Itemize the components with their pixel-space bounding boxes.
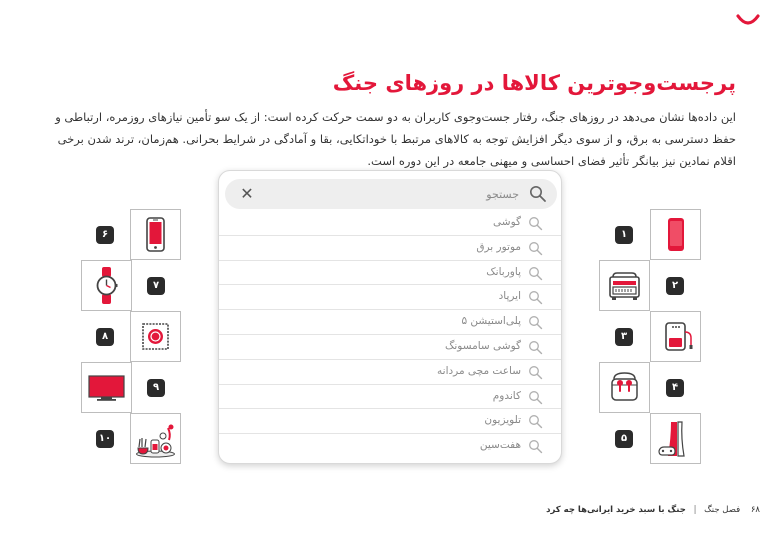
search-panel: [218, 170, 562, 464]
smartphone-icon: [651, 210, 700, 259]
suggestion-label: گوشی: [493, 216, 521, 228]
tile-9: [81, 362, 132, 413]
suggestion-item[interactable]: [219, 335, 561, 360]
search-icon: [528, 290, 543, 305]
tile-1: [650, 209, 701, 260]
tile-7: [81, 260, 132, 311]
tile-6: [130, 209, 181, 260]
generator-icon: [600, 261, 649, 310]
suggestion-item[interactable]: [219, 211, 561, 236]
rank-badge: ۴: [666, 379, 684, 397]
playstation-icon: [651, 414, 700, 463]
suggestion-item[interactable]: [219, 236, 561, 261]
tile-2: [599, 260, 650, 311]
rank-badge: ۱۰: [96, 430, 114, 448]
search-input[interactable]: [279, 185, 519, 203]
television-icon: [82, 363, 131, 412]
suggestion-item[interactable]: [219, 310, 561, 335]
search-icon: [528, 315, 543, 330]
search-icon: [528, 340, 543, 355]
tile-8: [130, 311, 181, 362]
suggestion-label: کاندوم: [492, 389, 521, 402]
suggestion-label: گوشی سامسونگ: [444, 339, 521, 352]
search-icon: [528, 439, 543, 454]
suggestion-label: ایرپاد: [498, 290, 521, 303]
search-icon: [528, 365, 543, 380]
clear-icon[interactable]: ✕: [240, 184, 254, 203]
haft-sin-icon: [131, 414, 180, 463]
suggestion-item[interactable]: [219, 409, 561, 434]
intro-paragraph: این داده‌ها نشان می‌دهد در روزهای جنگ، رفتار جست‌وجوی کاربران به دو سمت حرکت کرده است: از یک سو تأمین نیازهای روزمره، ارتباطی و حفظ دسترسی به برق، و از سوی دیگر افزایش توجه به کالاهای مرتبط با خوداتکایی، بقا و آمادگی در شرایط بحرانی. هم‌زمان، ترند شدن برخی اقلام نمادین نیز بیانگر تأثیر فضای احساسی و میهنی جامعه در این دوره است.: [55, 110, 736, 168]
suggestion-label: تلویزیون: [484, 414, 521, 427]
rank-badge: ۵: [615, 430, 633, 448]
suggestion-label: موتور برق: [476, 240, 521, 253]
footer-separator: |: [693, 505, 697, 515]
rank-badge: ۸: [96, 328, 114, 346]
book-title: جنگ با سبد خرید ایرانی‌ها چه کرد: [546, 505, 686, 515]
search-icon: [528, 390, 543, 405]
rank-badge: ۳: [615, 328, 633, 346]
suggestion-item[interactable]: [219, 360, 561, 385]
wristwatch-icon: [82, 261, 131, 310]
suggestion-item[interactable]: [219, 434, 561, 459]
condom-icon: [131, 312, 180, 361]
search-icon: [528, 414, 543, 429]
power-bank-icon: [651, 312, 700, 361]
suggestion-label: پلی‌استیشن ۵: [461, 315, 521, 328]
chapter-label: فصل جنگ: [704, 505, 741, 515]
search-icon: [528, 216, 543, 231]
search-icon[interactable]: [529, 185, 547, 203]
tile-3: [650, 311, 701, 362]
tile-5: [650, 413, 701, 464]
rank-badge: ۶: [96, 226, 114, 244]
rank-badge: ۹: [147, 379, 165, 397]
page-number: ۶۸: [750, 505, 760, 515]
suggestion-label: پاوربانک: [486, 265, 521, 278]
rank-badge: ۱: [615, 226, 633, 244]
search-icon: [528, 241, 543, 256]
brand-logo-icon: [736, 14, 760, 28]
rank-badge: ۷: [147, 277, 165, 295]
suggestion-item[interactable]: [219, 261, 561, 286]
search-box: [225, 179, 557, 209]
airpods-icon: [600, 363, 649, 412]
tile-10: [130, 413, 181, 464]
suggestion-label: ساعت مچی مردانه: [437, 364, 521, 377]
page-title: پرجست‌وجوترین کالاها در روزهای جنگ: [332, 71, 736, 95]
suggestion-label: هفت‌سین: [479, 439, 521, 452]
search-icon: [528, 266, 543, 281]
rank-badge: ۲: [666, 277, 684, 295]
samsung-phone-icon: [131, 210, 180, 259]
tile-4: [599, 362, 650, 413]
page-footer: [546, 505, 760, 515]
suggestion-item[interactable]: [219, 385, 561, 410]
suggestion-item[interactable]: [219, 285, 561, 310]
suggestion-list: [219, 211, 561, 459]
